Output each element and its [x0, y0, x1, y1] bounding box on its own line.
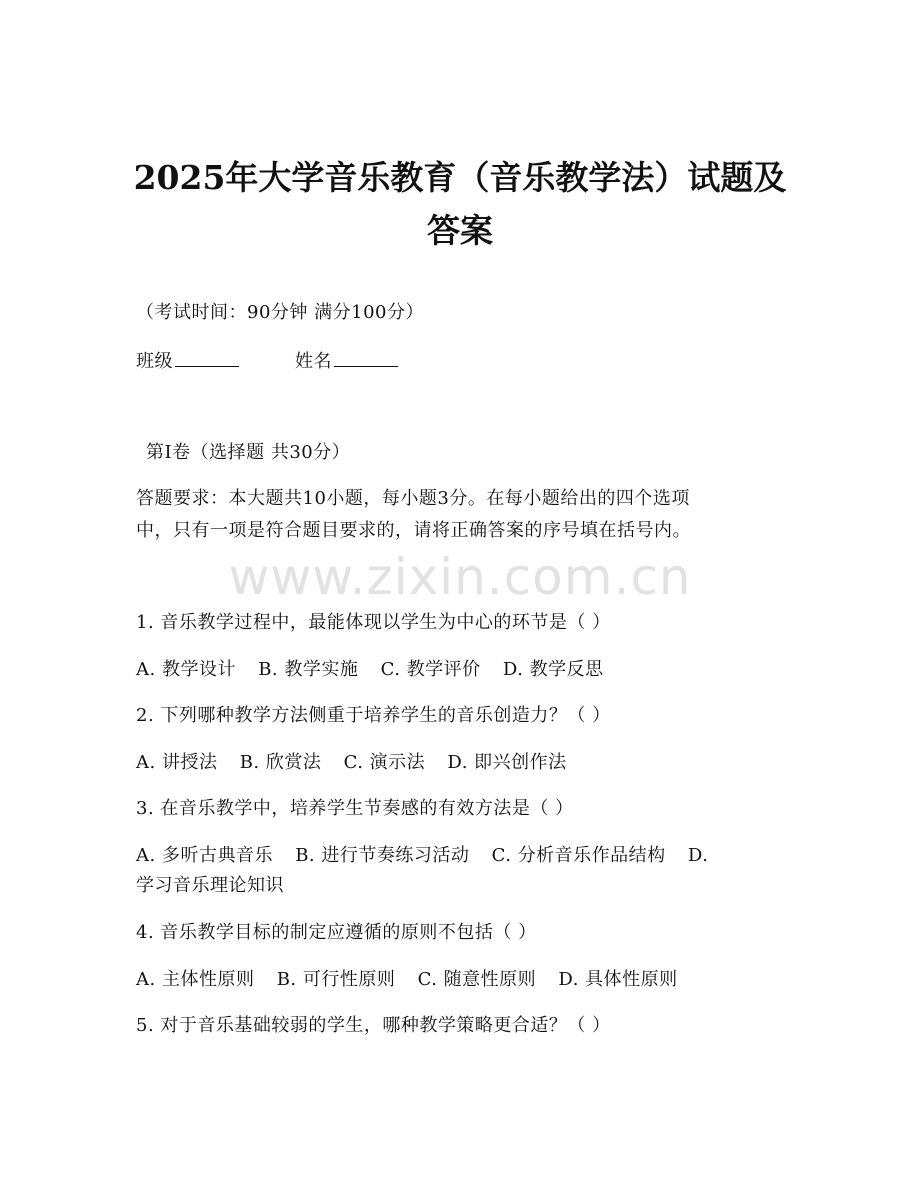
- question-3-option-d[interactable]: D.: [687, 845, 709, 866]
- instructions-line-2: 中，只有一项是符合题目要求的，请将正确答案的序号填在括号内。: [136, 520, 691, 541]
- question-1-option-a[interactable]: A. 教学设计: [136, 659, 236, 680]
- question-5-stem: 5. 对于音乐基础较弱的学生，哪种教学策略更合适？（ ）: [136, 1015, 611, 1036]
- question-3-option-a[interactable]: A. 多听古典音乐: [136, 845, 273, 866]
- question-2-stem: 2. 下列哪种教学方法侧重于培养学生的音乐创造力？（ ）: [136, 705, 611, 726]
- question-3-option-c[interactable]: C. 分析音乐作品结构: [491, 845, 666, 866]
- question-4-option-d[interactable]: D. 具体性原则: [558, 969, 678, 990]
- question-2-option-d[interactable]: D. 即兴创作法: [447, 752, 567, 773]
- question-4-option-c[interactable]: C. 随意性原则: [417, 969, 537, 990]
- question-1-option-d[interactable]: D. 教学反思: [502, 659, 604, 680]
- question-4-option-b[interactable]: B. 可行性原则: [276, 969, 396, 990]
- class-blank[interactable]: [175, 348, 239, 367]
- question-3-options: [136, 842, 708, 870]
- question-2-option-a[interactable]: A. 讲授法: [136, 752, 218, 773]
- question-2-option-c[interactable]: C. 演示法: [343, 752, 426, 773]
- section-title: 第I卷（选择题 共30分）: [146, 442, 351, 463]
- question-4-options: [136, 966, 694, 994]
- question-1-stem: 1. 音乐教学过程中，最能体现以学生为中心的环节是（ ）: [136, 612, 611, 633]
- question-1-option-c[interactable]: C. 教学评价: [380, 659, 481, 680]
- class-name-row: [136, 348, 398, 376]
- question-2-option-b[interactable]: B. 欣赏法: [239, 752, 322, 773]
- question-3-stem: 3. 在音乐教学中，培养学生节奏感的有效方法是（ ）: [136, 798, 574, 819]
- question-4-option-a[interactable]: A. 主体性原则: [136, 969, 255, 990]
- question-3-option-b[interactable]: B. 进行节奏练习活动: [295, 845, 470, 866]
- document-title-line-2: 答案: [427, 211, 493, 250]
- name-blank[interactable]: [334, 348, 398, 367]
- question-3-option-d-text[interactable]: 学习音乐理论知识: [136, 875, 284, 896]
- question-1-options: [136, 656, 620, 684]
- class-label: 班级: [136, 351, 173, 372]
- question-1-option-b[interactable]: B. 教学实施: [258, 659, 359, 680]
- exam-info: （考试时间：90分钟 满分100分）: [136, 302, 424, 323]
- watermark: www.zixin.com.cn: [228, 548, 692, 606]
- document-title-line-1: 2025年大学音乐教育（音乐教学法）试题及: [133, 158, 787, 197]
- name-label: 姓名: [295, 351, 332, 372]
- question-4-stem: 4. 音乐教学目标的制定应遵循的原则不包括（ ）: [136, 922, 537, 943]
- question-2-options: [136, 749, 583, 777]
- instructions-line-1: 答题要求：本大题共10小题，每小题3分。在每小题给出的四个选项: [136, 488, 690, 509]
